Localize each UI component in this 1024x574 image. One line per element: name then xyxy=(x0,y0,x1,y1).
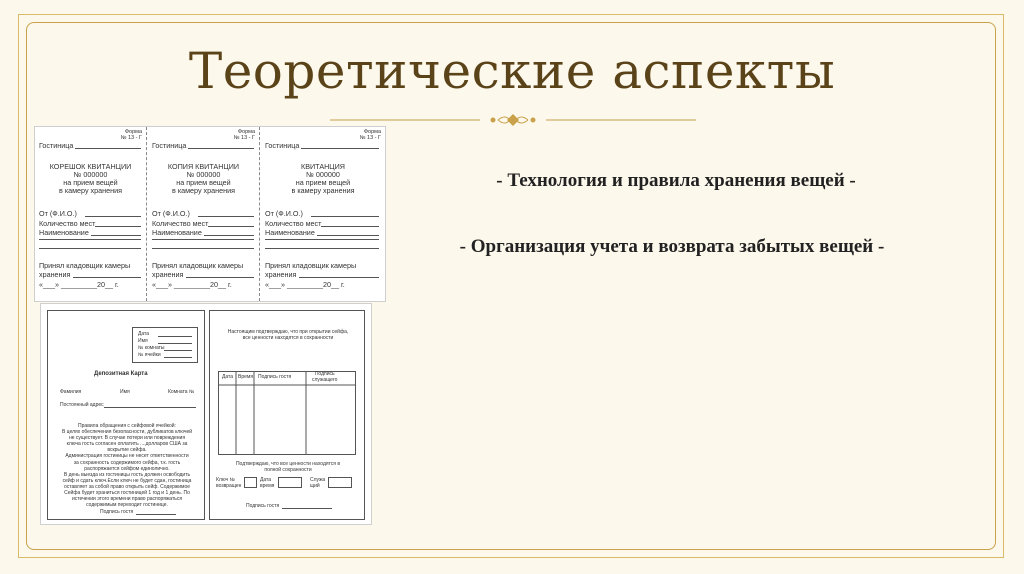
info-date: Дата xyxy=(138,331,150,337)
receipt-line1: на прием вещей xyxy=(176,178,231,187)
receipt-fill-line xyxy=(311,216,379,217)
key-box xyxy=(244,477,257,488)
receipt-form: Форма № 13 - Г xyxy=(233,129,255,141)
datetime-box xyxy=(278,477,302,488)
receipt-fill-line xyxy=(75,148,141,149)
receipt-date: «___» _________20__ г. xyxy=(265,280,345,289)
receipt-storage: хранения xyxy=(39,270,71,279)
receipt-line2: в камеру хранения xyxy=(172,186,235,195)
room-label: Комната № xyxy=(168,389,195,395)
receipt-count: Количество мест xyxy=(39,219,96,228)
deposit-card-front xyxy=(47,310,205,520)
receipt-from: От (Ф.И.О.) xyxy=(265,209,303,218)
receipt-heading: КОПИЯ КВИТАНЦИИ xyxy=(167,162,240,171)
info-name: Имя xyxy=(138,338,148,344)
receipt-accepted: Принял кладовщик камеры xyxy=(39,261,131,270)
receipt-date: «___» _________20__ г. xyxy=(152,280,232,289)
receipt-fill-line xyxy=(208,226,254,227)
col-guest-signature: Подпись гостя xyxy=(258,374,292,380)
receipt-number: № 000000 xyxy=(186,170,221,179)
col-time: Время xyxy=(238,374,254,380)
receipt-form: Форма № 13 - Г xyxy=(120,129,142,141)
receipt-fill-line xyxy=(85,216,141,217)
receipt-fill-line xyxy=(152,248,254,249)
receipt-fill-line xyxy=(317,235,379,236)
deposit-card-back xyxy=(209,310,365,520)
info-room: № комнаты xyxy=(138,345,165,351)
receipt-number: № 000000 xyxy=(73,170,108,179)
col-date: Дата xyxy=(222,374,234,380)
receipt-line1: на прием вещей xyxy=(295,178,351,187)
receipt-line2: в камеру хранения xyxy=(291,186,355,195)
receipt-fill-line xyxy=(265,239,379,240)
receipt-count: Количество мест xyxy=(152,219,209,228)
deposit-card xyxy=(40,303,372,525)
receipt-fill-line xyxy=(265,248,379,249)
info-key: № ячейки xyxy=(138,352,161,358)
receipt-fill-line xyxy=(301,148,379,149)
receipt-form: Форма № 13 - Г xyxy=(359,129,381,141)
receipt-fill-line xyxy=(39,248,141,249)
employee-box xyxy=(328,477,352,488)
receipt-fill-line xyxy=(299,277,379,278)
receipt-forms xyxy=(34,126,386,302)
receipt-heading: КВИТАНЦИЯ xyxy=(301,162,345,171)
bullet-lost-items-accounting: - Организация учета и возврата забытых вещей - xyxy=(459,236,885,257)
receipt-fill-line xyxy=(39,239,141,240)
datetime-label: Дата время xyxy=(260,477,275,489)
bullet-storage-technology: - Технология и правила хранения вещей - xyxy=(496,170,856,191)
receipt-hotel: Гостиница xyxy=(152,141,187,150)
receipt-name: Наименование xyxy=(265,228,315,237)
receipt-fill-line xyxy=(186,277,254,278)
receipt-from: От (Ф.И.О.) xyxy=(152,209,190,218)
deposit-card-title: Депозитная Карта xyxy=(94,371,148,377)
receipt-heading: КОРЕШОК КВИТАНЦИИ xyxy=(49,162,132,171)
receipt-storage: хранения xyxy=(265,270,297,279)
guest-signature-label-2: Подпись гостя xyxy=(246,503,280,509)
receipt-number: № 000000 xyxy=(306,170,340,179)
receipt-accepted: Принял кладовщик камеры xyxy=(152,261,244,270)
slide-title: Теоретические аспекты xyxy=(188,42,836,100)
receipt-fill-line xyxy=(188,148,254,149)
receipt-fill-line xyxy=(91,235,141,236)
receipt-stub xyxy=(35,127,147,301)
guest-signature-label: Подпись гостя xyxy=(100,509,134,515)
receipt-hotel: Гостиница xyxy=(39,141,74,150)
receipt-fill-line xyxy=(73,277,141,278)
receipt-accepted: Принял кладовщик камеры xyxy=(265,261,357,270)
receipt-fill-line xyxy=(198,216,254,217)
receipt-hotel: Гостиница xyxy=(265,141,300,150)
first-name-label: Имя xyxy=(120,389,130,395)
access-table xyxy=(218,371,356,455)
receipt-fill-line xyxy=(321,226,379,227)
receipt-line2: в камеру хранения xyxy=(59,186,122,195)
receipt-line1: на прием вещей xyxy=(63,178,118,187)
receipt-name: Наименование xyxy=(152,228,202,237)
receipt-count: Количество мест xyxy=(265,219,322,228)
receipt-fill-line xyxy=(152,239,254,240)
receipt-copy xyxy=(148,127,260,301)
col-employee-signature: Подпись служащего xyxy=(312,371,338,383)
receipt-storage: хранения xyxy=(152,270,184,279)
surname-label: Фамилия xyxy=(60,389,82,395)
confirm-close-text: Подтверждаю, что все ценности находятся в полной сохранности xyxy=(235,461,341,474)
confirm-open-text: Настоящим подтверждаю, что при открытии сейфа, все ценности находятся в сохранности xyxy=(227,329,349,342)
receipt-main xyxy=(261,127,385,301)
receipt-fill-line xyxy=(204,235,254,236)
address-label: Постоянный адрес xyxy=(60,402,104,408)
employee-label: Служа щий xyxy=(310,477,326,489)
receipt-fill-line xyxy=(95,226,141,227)
safe-rules-text: Правила обращения с сейфовой ячейкой: В целях обеспечения безопасности, дубликатов ключей не существует. В случае потери или повреждения ключа гость согласен оплатить ....долларов США за вскрытие сейфа. Администрация гостиницы не несет ответственности за сохранность содержимого сейфа, т.к. гость распоряжается сейфом единолично. В день выезда из гостиницы гость должен освободить сейф и сдать ключ.Если ключ не будет сдан, гостиница оставляет за собой право открыть сейф. Содержимое Сейфа будет храниться гостиницей 1 год и 1 день. По истечении этого времени право распоряжаться содержимым переходит гостинице. xyxy=(61,423,193,509)
receipt-name: Наименование xyxy=(39,228,89,237)
receipt-date: «___» _________20__ г. xyxy=(39,280,119,289)
key-returned-label: Ключ № возвращен xyxy=(216,477,242,489)
receipt-from: От (Ф.И.О.) xyxy=(39,209,77,218)
